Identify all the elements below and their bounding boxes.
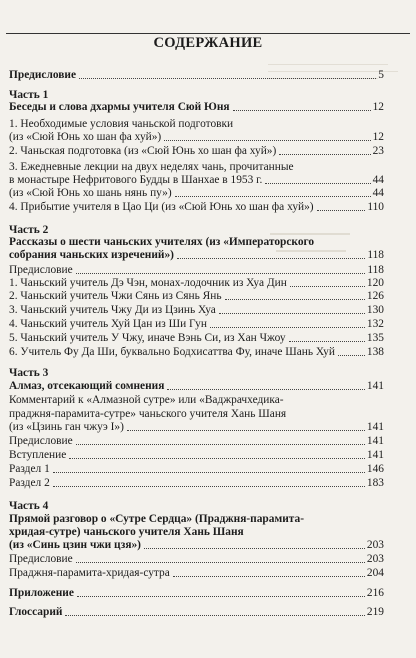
toc-entry-title: Глоссарий (9, 606, 63, 618)
toc-entry (9, 449, 384, 462)
toc-entry-title: Раздел 1 (9, 463, 50, 475)
page-number: 141 (366, 435, 384, 447)
dot-leader (233, 110, 371, 111)
toc-entry-title: 2. Чаньский учитель Чжи Сянь из Сянь Янь (9, 290, 222, 302)
dot-leader (290, 286, 365, 287)
toc-entry (9, 264, 384, 277)
page-number: 130 (366, 304, 384, 316)
dot-leader (76, 562, 365, 563)
page-number: 12 (372, 131, 384, 143)
page-number: 216 (366, 587, 384, 599)
dot-leader (265, 183, 370, 184)
toc-entry-line: 3. Ежедневные лекции на двух неделях чань, прочитанные (9, 161, 294, 173)
toc-entry-title: Предисловие (9, 264, 73, 276)
toc-entry-title: Праджня-парамита-хридая-сутра (9, 567, 170, 579)
dot-leader (289, 341, 365, 342)
page-number: 126 (366, 290, 384, 302)
dot-leader (210, 327, 365, 328)
toc-entry (9, 346, 384, 359)
toc-entry-title: 3. Чаньский учитель Чжу Ди из Цзинь Хуа (9, 304, 216, 316)
page-number: 118 (367, 249, 384, 261)
page-number: 120 (366, 277, 384, 289)
toc-entry (9, 380, 384, 393)
dot-leader (65, 615, 364, 616)
dot-leader (338, 355, 365, 356)
toc-entry (9, 567, 384, 580)
toc-entry-title: (из «Сюй Юнь хо шан фа хуй») (9, 131, 162, 143)
toc-entry (9, 187, 384, 200)
page-number: 138 (366, 346, 384, 358)
part-heading: Часть 1 (9, 89, 49, 101)
toc-entry (9, 101, 384, 114)
page-number: 44 (372, 187, 384, 199)
dot-leader (53, 486, 365, 487)
toc-entry-title: Беседы и слова дхармы учителя Сюй Юня (9, 101, 230, 113)
toc-entry (9, 606, 384, 619)
toc-entry-title: собрания чаньских изречений») (9, 249, 174, 261)
toc-entry-title: Предисловие (9, 69, 77, 81)
toc-entry-title: Алмаз, отсекающий сомнения (9, 380, 165, 392)
part-heading: Часть 2 (9, 224, 49, 236)
page-number: 5 (378, 69, 384, 81)
toc-entry-title: 4. Прибытие учителя в Цао Ци (из «Сюй Юнь хо шан фа хуй») (9, 201, 314, 213)
page-number: 203 (366, 553, 384, 565)
page-number: 183 (366, 477, 384, 489)
toc-entry-title: Предисловие (9, 553, 73, 565)
toc-entry (9, 145, 384, 158)
page-number: 132 (366, 318, 384, 330)
toc-entry-title: (из «Синь цзин чжи цзя») (9, 539, 141, 551)
dot-leader (164, 140, 370, 141)
page-number: 12 (372, 101, 384, 113)
toc-entry-title: Предисловие (9, 435, 73, 447)
toc-entry (9, 277, 384, 290)
toc-entry (9, 421, 384, 434)
dot-leader (219, 313, 365, 314)
dot-leader (167, 389, 365, 390)
toc-entry-title: 1. Чаньский учитель Дэ Чэн, монах-лодочник из Хуа Дин (9, 277, 287, 289)
toc-entry (9, 304, 384, 317)
header-rule (6, 33, 410, 34)
page-number: 23 (372, 145, 384, 157)
dot-leader (144, 548, 365, 549)
toc-entry-title: в монастыре Нефритового Будды в Шанхае в 1953 г. (9, 174, 263, 186)
toc-entry (9, 131, 384, 144)
toc-entry-title: 4. Чаньский учитель Хуй Цан из Ши Гун (9, 318, 207, 330)
page-number: 219 (366, 606, 384, 618)
toc-entry-title: Вступление (9, 449, 67, 461)
page-number: 141 (366, 421, 384, 433)
toc-entry (9, 477, 384, 490)
toc-entry (9, 318, 384, 331)
dot-leader (173, 576, 365, 577)
toc-entry (9, 539, 384, 552)
toc-entry-line: Прямой разговор о «Сутре Сердца» (Праджня-парамита- (9, 513, 305, 525)
page-number: 146 (366, 463, 384, 475)
part-heading: Часть 4 (9, 500, 49, 512)
toc-entry (9, 201, 384, 214)
toc-entry-title: 6. Учитель Фу Да Ши, буквально Бодхисаттва Фу, иначе Шань Хуй (9, 346, 335, 358)
toc-entry (9, 553, 384, 566)
page-number: 141 (366, 449, 384, 461)
dot-leader (53, 472, 365, 473)
page-number: 118 (367, 264, 384, 276)
toc-entry (9, 174, 384, 187)
toc-entry-line: 1. Необходимые условия чаньской подготовки (9, 118, 234, 130)
toc-entry (9, 290, 384, 303)
dot-leader (177, 258, 365, 259)
page-number: 135 (366, 332, 384, 344)
part-heading: Часть 3 (9, 367, 49, 379)
page-number: 44 (372, 174, 384, 186)
page-number: 141 (366, 380, 384, 392)
dot-leader (279, 154, 370, 155)
toc-entry-line: Рассказы о шести чаньских учителях (из «Императорского (9, 236, 315, 248)
dot-leader (127, 430, 365, 431)
page-number: 110 (367, 201, 384, 213)
toc-entry-line: хридая-сутре) чаньского учителя Хань Шаня (9, 526, 244, 538)
toc-entry-title: (из «Сюй Юнь хо шань нянь пу») (9, 187, 172, 199)
dot-leader (77, 596, 365, 597)
toc-entry-line: праджня-парамита-сутре» чаньского учителя Хань Шаня (9, 408, 287, 420)
toc-entry (9, 587, 384, 600)
toc-entry (9, 69, 384, 82)
dot-leader (76, 273, 366, 274)
dot-leader (175, 196, 371, 197)
toc-entry-title: Приложение (9, 587, 74, 599)
dot-leader (79, 78, 376, 79)
toc-entry-title: Раздел 2 (9, 477, 50, 489)
page-title: СОДЕРЖАНИЕ (153, 35, 263, 51)
dot-leader (225, 299, 365, 300)
toc-entry-line: Комментарий к «Алмазной сутре» или «Ваджрачхедика- (9, 394, 284, 406)
toc-entry (9, 463, 384, 476)
dot-leader (76, 444, 365, 445)
toc-entry (9, 249, 384, 262)
toc-entry (9, 332, 384, 345)
dot-leader (317, 210, 366, 211)
toc-entry-title: 5. Чаньский учитель У Чжу, иначе Вэнь Си, из Хан Чжоу (9, 332, 286, 344)
page-number: 204 (366, 567, 384, 579)
toc-entry-title: 2. Чаньская подготовка (из «Сюй Юнь хо шан фа хуй») (9, 145, 277, 157)
page-number: 203 (366, 539, 384, 551)
toc-entry-title: (из «Цзинь ган чжуэ I») (9, 421, 124, 433)
dot-leader (69, 458, 365, 459)
toc-entry (9, 435, 384, 448)
